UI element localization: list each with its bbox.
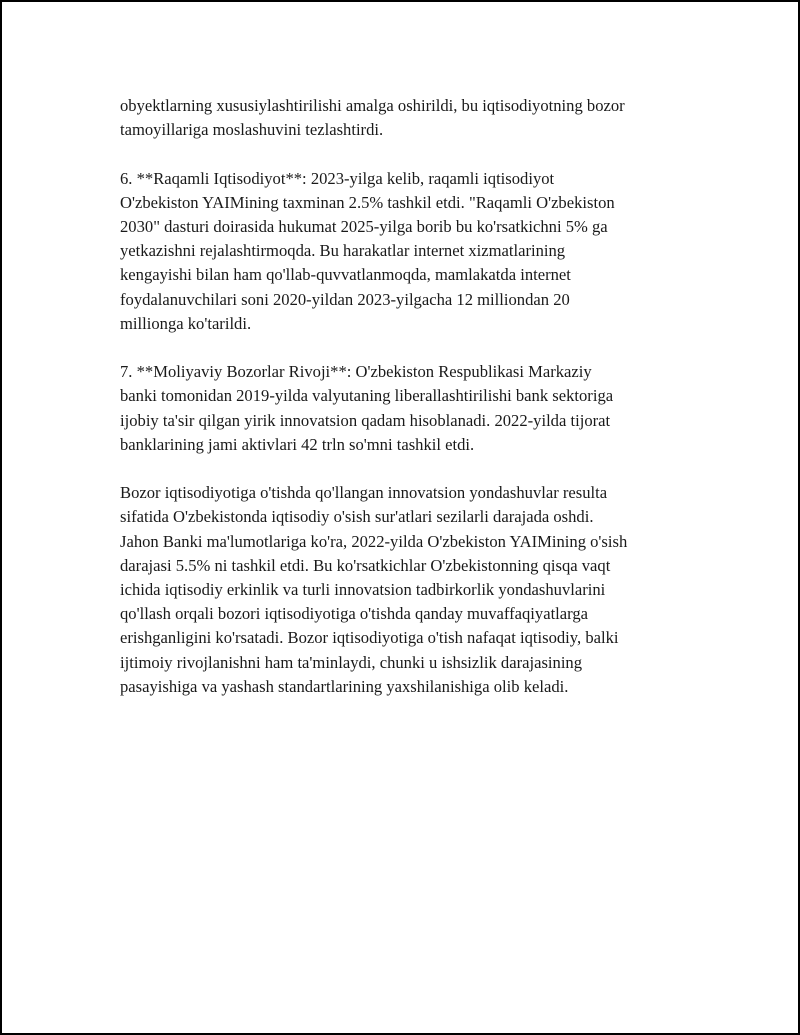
text-line: 2030" dasturi doirasida hukumat 2025-yilga borib bu ko'rsatkichni 5% ga (120, 217, 608, 236)
text-line: Bozor iqtisodiyotiga o'tishda qo'llangan innovatsion yondashuvlar resulta (120, 483, 608, 503)
text-line: foydalanuvchilari soni 2020-yildan 2023-yilgacha 12 milliondan 20 (120, 289, 570, 309)
paragraph-financial-markets (120, 360, 692, 457)
text-line: ijobiy ta'sir qilgan yirik innovatsion qadam hisoblanadi. 2022-yilda tijorat (120, 410, 611, 430)
text-line: ichida iqtisodiy erkinlik va turli innovatsion tadbirkorlik yondashuvlarini (120, 580, 606, 600)
text-line: Jahon Banki ma'lumotlariga ko'ra, 2022-yilda O'zbekiston YAIMining o'sish (120, 531, 628, 551)
text-line: yetkazishni rejalashtirmoqda. Bu harakatlar internet xizmatlarining (120, 241, 566, 261)
text-line: qo'llash orqali bozori iqtisodiyotiga o'tishda qanday muvaffaqiyatlarga (120, 604, 589, 624)
text-line: sifatida O'zbekistonda iqtisodiy o'sish sur'atlari sezilarli darajada oshdi. (120, 507, 594, 527)
text-line: pasayishiga va yashash standartlarining yaxshilanishiga olib keladi. (120, 676, 569, 696)
text-line: 6. **Raqamli Iqtisodiyot**: 2023-yilga kelib, raqamli iqtisodiyot (120, 168, 555, 188)
text-line: ijtimoiy rivojlanishni ham ta'minlaydi, chunki u ishsizlik darajasining (120, 652, 583, 672)
text-line: 7. **Moliyaviy Bozorlar Rivoji**: O'zbekiston Respublikasi Markaziy (120, 362, 592, 382)
text-line: O'zbekiston YAIMining taxminan 2.5% tashkil etdi. "Raqamli O'zbekiston (120, 192, 615, 212)
text-line: obyektlarning xususiylashtirilishi amalga oshirildi, bu iqtisodiyotning bozor (120, 96, 625, 115)
paragraph-conclusion (120, 481, 692, 699)
text-line: erishganligini ko'rsatadi. Bozor iqtisodiyotiga o'tish nafaqat iqtisodiy, balki (120, 628, 619, 648)
paragraph-privatization-continuation (120, 94, 692, 142)
text-line: banki tomonidan 2019-yilda valyutaning liberallashtirilishi bank sektoriga (120, 386, 614, 406)
document-body (120, 94, 692, 723)
paragraph-digital-economy (120, 167, 692, 336)
text-line: tamoyillariga moslashuvini tezlashtirdi. (120, 120, 384, 140)
text-line: darajasi 5.5% ni tashkil etdi. Bu ko'rsatkichlar O'zbekistonning qisqa vaqt (120, 555, 611, 575)
text-line: banklarining jami aktivlari 42 trln so'mni tashkil etdi. (120, 434, 475, 454)
text-line: millionga ko'tarildi. (120, 313, 252, 333)
text-line: kengayishi bilan ham qo'llab-quvvatlanmoqda, mamlakatda internet (120, 265, 571, 285)
